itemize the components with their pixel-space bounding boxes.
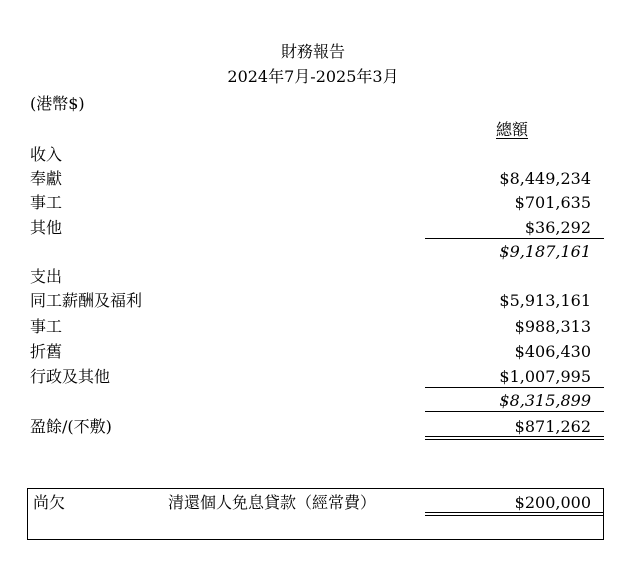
income-heading: 收入 — [30, 145, 63, 164]
owing-amount: $200,000 — [514, 493, 591, 512]
expense-item-staff-amount: $5,913,161 — [499, 291, 591, 310]
expense-item-admin-label: 行政及其他 — [30, 367, 111, 386]
expense-item-depreciation-label: 折舊 — [30, 342, 63, 361]
owing-description: 清還個人免息貸款（經常費） — [168, 493, 377, 512]
owing-label: 尚欠 — [33, 493, 66, 512]
income-item-offering-amount: $8,449,234 — [499, 169, 591, 188]
currency-label: (港幣$) — [30, 94, 85, 113]
expense-item-ministry-amount: $988,313 — [514, 317, 591, 336]
expense-total-rule — [425, 411, 604, 412]
expense-total-amount: $8,315,899 — [499, 391, 591, 410]
income-item-ministry-amount: $701,635 — [514, 193, 591, 212]
surplus-label: 盈餘/(不敷) — [30, 417, 112, 436]
report-period: 2024年7月-2025年3月 — [227, 67, 399, 86]
income-item-offering-label: 奉獻 — [30, 169, 63, 188]
income-item-other-amount: $36,292 — [524, 218, 591, 237]
surplus-double-rule-bottom — [425, 439, 604, 440]
expense-item-staff-label: 同工薪酬及福利 — [30, 291, 143, 310]
income-item-ministry-label: 事工 — [30, 193, 63, 212]
expense-heading: 支出 — [30, 267, 63, 286]
expense-item-ministry-label: 事工 — [30, 317, 63, 336]
column-header-total: 總額 — [496, 120, 529, 139]
income-item-other-label: 其他 — [30, 218, 63, 237]
income-total-amount: $9,187,161 — [499, 242, 591, 261]
owing-double-rule-top — [425, 512, 604, 513]
expense-item-admin-amount: $1,007,995 — [499, 367, 591, 386]
surplus-double-rule-top — [425, 436, 604, 437]
owing-double-rule-bottom — [425, 515, 604, 516]
report-title: 財務報告 — [280, 42, 345, 61]
expense-subtotal-rule — [425, 387, 604, 388]
surplus-amount: $871,262 — [514, 417, 591, 436]
income-subtotal-rule — [425, 238, 604, 239]
expense-item-depreciation-amount: $406,430 — [514, 342, 591, 361]
